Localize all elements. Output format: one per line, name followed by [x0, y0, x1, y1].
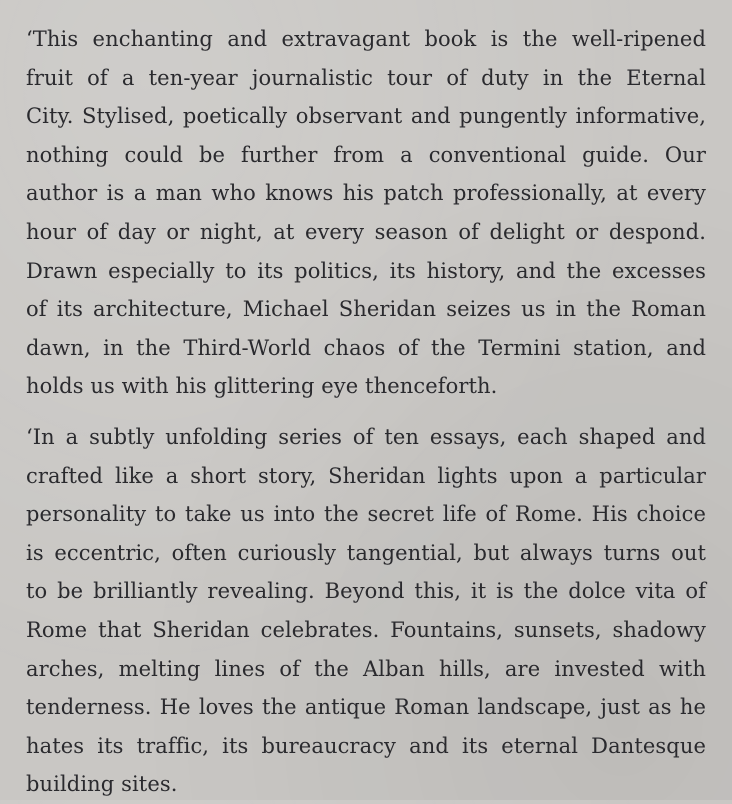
text-line: of its architecture, Michael Sheridan seizes us in the Roman	[26, 297, 706, 322]
text-line: to be brilliantly revealing. Beyond this, it is the dolce vita of	[26, 579, 706, 604]
text-line: ‘This enchanting and extravagant book is the well-ripened	[26, 27, 706, 51]
quote-paragraph-2	[26, 418, 706, 804]
text-line: author is a man who knows his patch professionally, at every	[26, 181, 706, 206]
text-line: arches, melting lines of the Alban hills, are invested with	[26, 656, 706, 681]
text-line: fruit of a ten-year journalistic tour of duty in the Eternal	[26, 65, 706, 90]
text-line: is eccentric, often curiously tangential, but always turns out	[26, 540, 706, 565]
text-line: holds us with his glittering eye thenceforth.	[26, 374, 498, 399]
text-line: dawn, in the Third-World chaos of the Termini station, and	[26, 335, 706, 360]
text-line: Rome that Sheridan celebrates. Fountains, sunsets, shadowy	[26, 617, 706, 642]
text-line: personality to take us into the secret life of Rome. His choice	[26, 502, 706, 527]
text-line: crafted like a short story, Sheridan lights upon a particular	[26, 463, 706, 488]
text-line: hour of day or night, at every season of delight or despond.	[26, 219, 706, 244]
text-line: Drawn especially to its politics, its history, and the excesses	[26, 258, 706, 283]
quote-paragraph-1	[26, 20, 706, 406]
text-line: tenderness. He loves the antique Roman landscape, just as he	[26, 695, 706, 720]
text-line: ‘In a subtly unfolding series of ten essays, each shaped and	[26, 424, 706, 449]
text-line: City. Stylised, poetically observant and pungently informative,	[26, 104, 706, 129]
text-line: building sites.	[26, 772, 178, 797]
text-line: hates its traffic, its bureaucracy and its eternal Dantesque	[26, 733, 706, 758]
text-line: nothing could be further from a conventional guide. Our	[26, 142, 706, 167]
